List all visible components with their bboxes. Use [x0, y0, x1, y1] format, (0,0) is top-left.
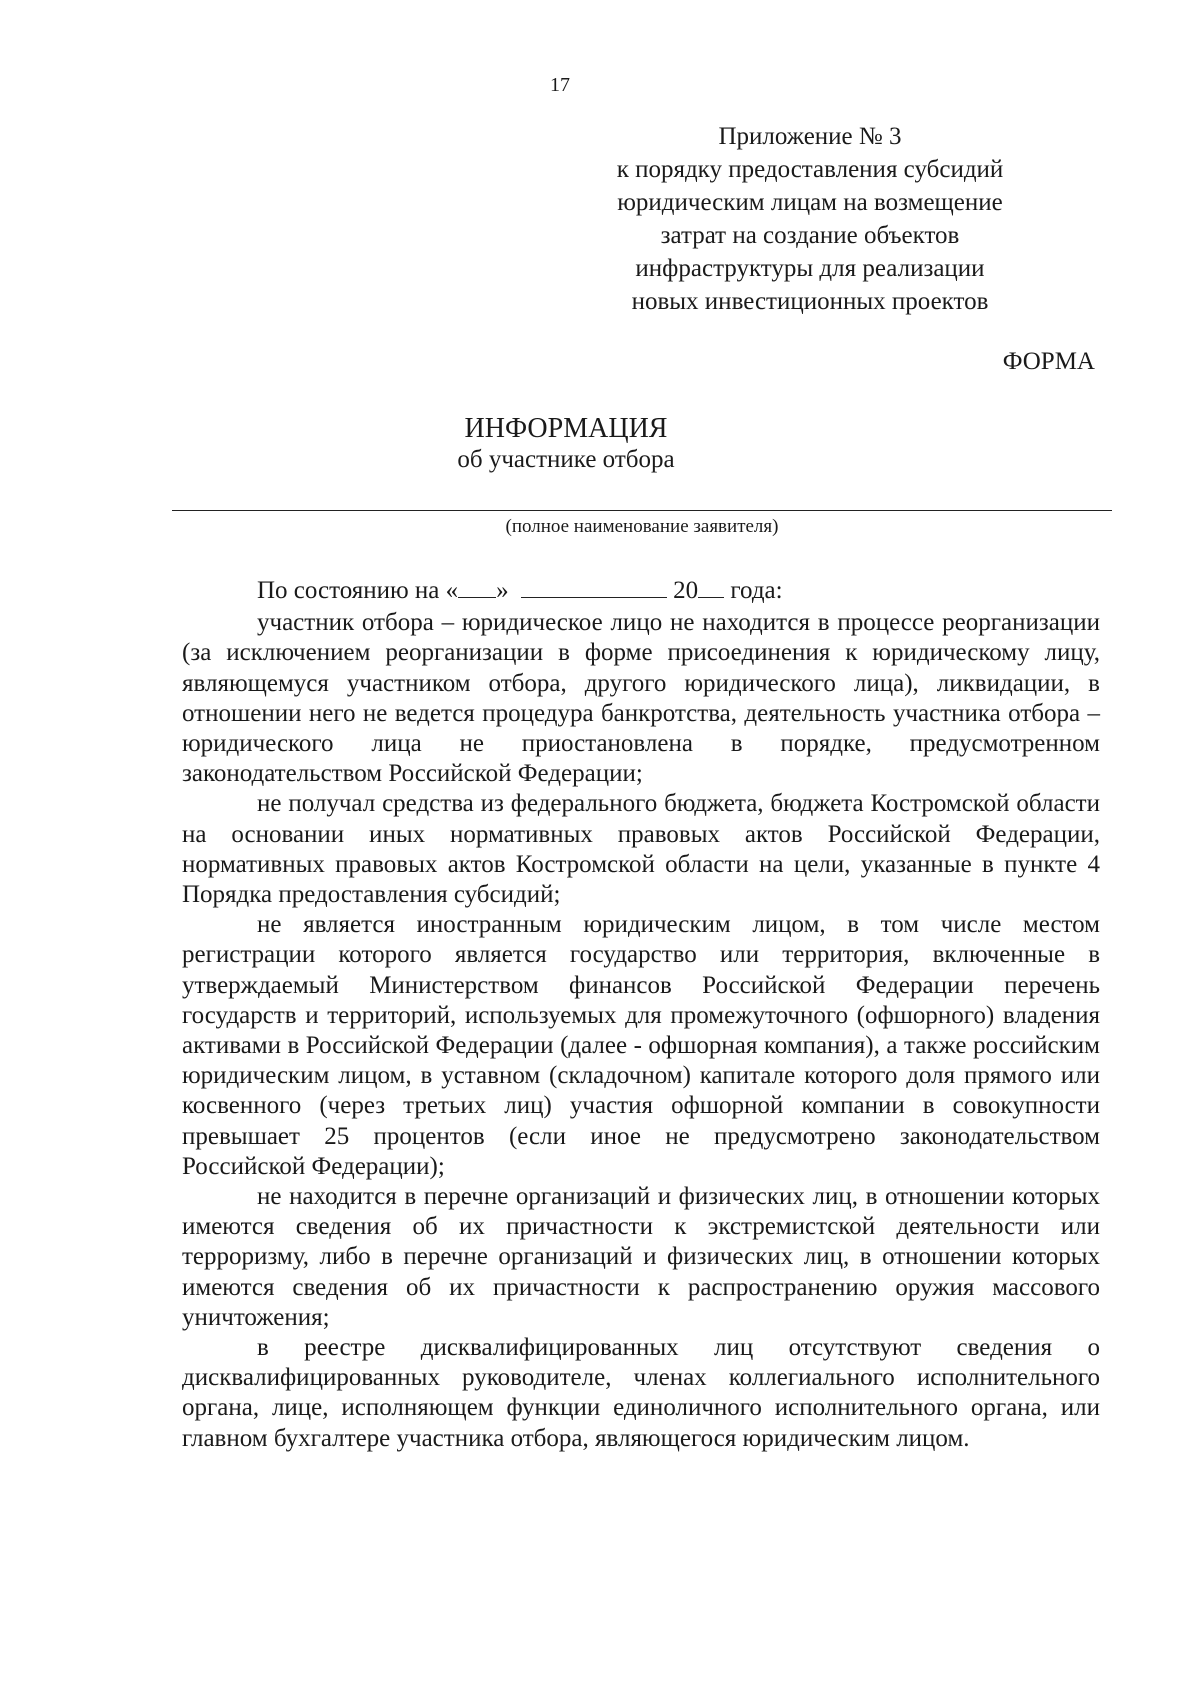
appendix-line: затрат на создание объектов — [660, 222, 960, 249]
document-title: ИНФОРМАЦИЯ — [464, 413, 668, 444]
appendix-line: инфраструктуры для реализации — [635, 255, 985, 282]
page-number: 17 — [550, 74, 570, 96]
applicant-name-field-line — [172, 510, 1112, 511]
year-blank — [698, 577, 724, 598]
appendix-header — [580, 120, 1040, 318]
paragraph: в реестре дисквалифицированных лиц отсутствуют сведения о дисквалифицированных руководителе, членах коллегиального исполнительного органа, лице, исполняющем функции единоличного исполнительного органа, или главном бухгалтере участника отбора, являющегося юридическим лицом. — [182, 1334, 1100, 1452]
year-prefix: 20 — [673, 577, 699, 604]
paragraph: не находится в перечне организаций и физических лиц, в отношении которых имеются сведения об их причастности к экстремистской деятельности или терроризму, либо в перечне организаций и физических лиц, в отношении которых имеются сведения об их причастности к распространению оружия массового уничтожения; — [182, 1183, 1100, 1331]
date-quote-close: » — [496, 577, 509, 604]
appendix-line: новых инвестиционных проектов — [631, 288, 989, 315]
appendix-line: Приложение № 3 — [718, 123, 902, 150]
appendix-line: к порядку предоставления субсидий — [616, 156, 1004, 183]
paragraph: участник отбора – юридическое лицо не находится в процессе реорганизации (за исключением реорганизации в форме присоединения к юридическому лицу, являющемуся участником отбора, другого юридического лица), ликвидации, в отношении него не ведется процедура банкротства, деятельность участника отбора – юридического лица не приостановлена в порядке, предусмотренном законодательством Российской Федерации; — [182, 609, 1100, 788]
day-blank — [458, 577, 496, 598]
document-body — [182, 576, 1100, 1454]
applicant-name-caption: (полное наименование заявителя) — [505, 516, 779, 537]
document-subtitle: об участнике отбора — [457, 446, 675, 473]
form-label: ФОРМА — [1002, 348, 1095, 375]
month-blank — [521, 577, 667, 598]
date-line — [182, 576, 1100, 606]
date-suffix: года: — [730, 577, 783, 604]
paragraph: не является иностранным юридическим лицом, в том числе местом регистрации которого является государство или территория, включенные в утверждаемый Министерством финансов Российской Федерации перечень государств и территорий, используемых для промежуточного (офшорного) владения активами в Российской Федерации (далее - офшорная компания), а также российским юридическим лицом, в уставном (складочном) капитале которого доля прямого или косвенного (через третьих лиц) участия офшорной компании в совокупности превышает 25 процентов (если иное не предусмотрено законодательством Российской Федерации); — [182, 911, 1100, 1180]
paragraph: не получал средства из федерального бюджета, бюджета Костромской области на основании иных нормативных правовых актов Российской Федерации, нормативных правовых актов Костромской области на цели, указанные в пункте 4 Порядка предоставления субсидий; — [182, 790, 1100, 909]
date-prefix: По состоянию на « — [257, 577, 459, 604]
appendix-line: юридическим лицам на возмещение — [617, 189, 1003, 216]
